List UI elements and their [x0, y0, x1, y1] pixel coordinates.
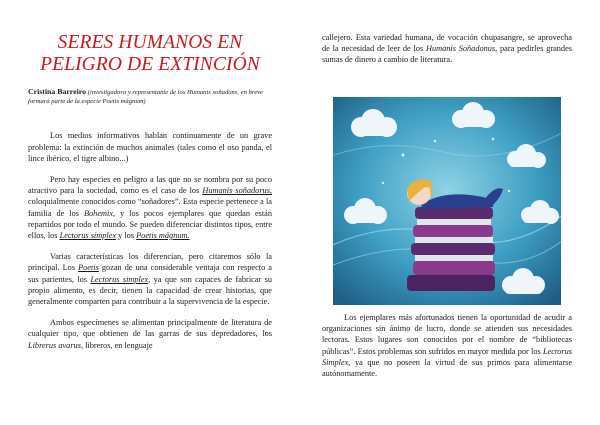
book	[413, 225, 493, 237]
book-pages	[417, 219, 491, 225]
term-humanis-sonadonus: Humanis Soñadonus	[425, 44, 496, 54]
title-line-2: PELIGRO DE EXTINCIÓN	[40, 54, 260, 75]
book-pages	[415, 237, 493, 243]
book-stack	[407, 207, 495, 291]
p3-text-c: , ya que son capaces de fabricar su propio alimento, es decir, tienen la capacidad de crear historias, que generalmente comparten para contribuir a la supervivencia de la especie.	[28, 274, 272, 307]
term-bohemix: Bohemix	[83, 208, 113, 218]
illustration-svg	[333, 97, 561, 305]
term-lectorus-simplex-2: Lectorus simplex	[90, 274, 149, 284]
paragraph-4	[28, 317, 272, 351]
rb-text-b: , ya que no poseen la virtud de sus primos para alimentarse autónomamente.	[322, 357, 572, 379]
book-pages	[415, 255, 493, 261]
author-note: (investigadora y representante de los Humanis soñadons, en breve formará parte de la especie Poetis mágnum)	[28, 89, 263, 106]
article-title	[28, 32, 272, 76]
term-poetis-magnum: Poetis mágnum.	[136, 231, 190, 241]
p3-text-a: Varias características los diferencian, pero citaremos sólo la principal. Los	[28, 252, 272, 273]
girl-on-books-illustration	[333, 97, 561, 305]
paragraph-3	[28, 251, 272, 307]
book	[413, 261, 495, 275]
p4-text-b: , libreros, en lenguaje	[80, 340, 153, 350]
term-humanis-sonadorus: Humanis soñadorus,	[202, 186, 272, 196]
p2-text-d: y los	[116, 231, 137, 241]
author-name: Cristina Barreiro	[28, 87, 86, 96]
book	[411, 243, 495, 255]
p2-text-b: coloquialmente conocidos como “soñadores”. Esta especie pertenece a la familia de los	[28, 197, 272, 218]
p2-text-a: Pero hay especies en peligro a las que no se nombra por su poco atractivo para la sociedad, como es el caso de los	[28, 175, 272, 196]
p2-text-c: , y los pocos ejemplares que quedan están repartidos por todo el mundo. Se pueden diferenciar distintos tipos, entre ellos, los	[28, 208, 273, 241]
right-paragraph-bottom	[322, 312, 572, 379]
title-line-1: SERES HUMANOS EN	[57, 32, 243, 53]
paragraph-1: Los medios informativos hablan continuamente de un grave problema: la extinción de muchos animales (tales como el oso panda, el lince ibérico, el tigre albino...)	[28, 131, 272, 163]
book	[407, 275, 495, 291]
term-librerus-avarus: Librerus avarus	[28, 340, 81, 350]
p4-text-a: Ambos especímenes se alimentan principalmente de literatura de cualquier tipo, que obtienen de las garras de sus depredadores, los	[28, 318, 272, 339]
paragraph-2	[28, 174, 272, 241]
right-column-top	[322, 32, 572, 66]
term-lectorus-simplex-3: Lectorus Simplex	[322, 346, 572, 367]
right-paragraph-top	[322, 32, 572, 66]
term-poetis: Poetis	[78, 263, 99, 273]
rt-text-b: , para pedirles grandes sumas de dinero a cambio de literatura.	[322, 44, 572, 65]
rt-text-a: callejero. Esta variedad humana, de vocación chupasangre, se aprovecha de la necesidad de leer de los	[322, 33, 572, 54]
right-column-bottom	[322, 312, 572, 379]
rb-text-a: Los ejemplares más afortunados tienen la oportunidad de acudir a organizaciones sin ánimo de lucro, donde se atienden sus necesidades lectoras. Estos lugares son conocidos por el nombre de “bibliotecas públicas”. Estos problemas son sufridos en mayor medida por los	[322, 313, 572, 356]
p3-text-b: gozan de una considerable ventaja con respecto a sus parientes, los	[28, 263, 272, 284]
left-column	[28, 32, 272, 361]
term-lectorus-simplex: Lectorus simplex	[59, 231, 117, 241]
author-byline	[28, 88, 272, 106]
